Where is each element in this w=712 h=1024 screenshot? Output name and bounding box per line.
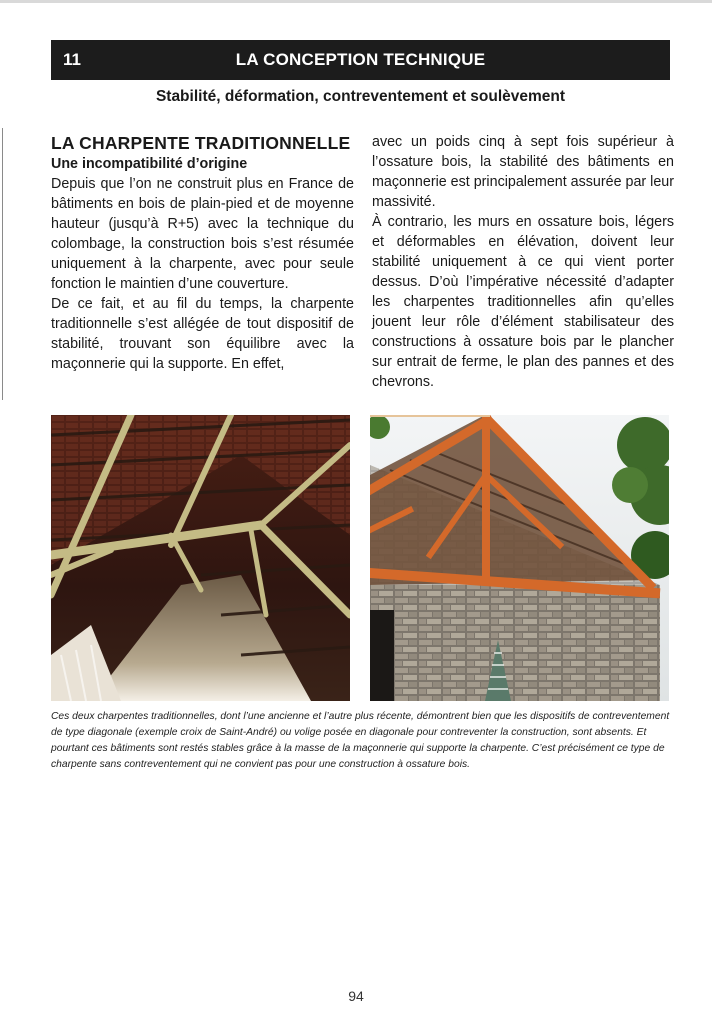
- photo-caption: Ces deux charpentes traditionnelles, dont l’une ancienne et l’autre plus récente, démontrent bien que les dispositifs de contreventement de type diagonale (exemple croix de Saint-André) ou volige posée en diagonale pour contreventer la construction, sont absents. Et pourtant ces bâtiments sont restés stables grâce à la masse de la maçonnerie qui supporte la charpente. C’est précisément ce type de charpente sans contreventement qui ne convient pas pour une construction à ossature bois.: [51, 711, 670, 770]
- chapter-header-bar: [51, 40, 670, 80]
- chapter-title: LA CONCEPTION TECHNIQUE: [235, 50, 486, 69]
- paragraph: À contrario, les murs en ossature bois, légers et déformables en élévation, doivent leur stabilité uniquement à ce qui vient porter dessus. D’où l’impérative nécessité d’adapter les charpentes traditionnelles afin qu’elles jouent leur rôle d’élément stabilisateur des constructions à ossature bois par le plancher sur entrait de ferme, le plan des pannes et des chevrons.: [372, 214, 674, 390]
- paragraph: avec un poids cinq à sept fois supérieur à l’ossature bois, la stabilité des bâtiments en maçonnerie est principalement assurée par leur massivité.: [372, 134, 674, 210]
- section-title: LA CHARPENTE TRADITIONNELLE: [51, 133, 351, 153]
- binding-margin-line: [2, 128, 3, 400]
- paragraph: De ce fait, et au fil du temps, la charpente traditionnelle s’est allégée de tout dispositif de stabilité, trouvant son équilibre avec la maçonnerie qui la supporte. En effet,: [51, 296, 354, 372]
- page-number: 94: [348, 988, 364, 1004]
- chapter-number: 11: [63, 50, 81, 69]
- photo-old-roof-frame: [51, 415, 350, 701]
- section-subtitle: Une incompatibilité d’origine: [51, 156, 248, 172]
- photo-new-roof-frame: [370, 415, 669, 701]
- paragraph: Depuis que l’on ne construit plus en France de bâtiments en bois de plain-pied et de moyenne hauteur (jusqu’à R+5) avec la technique du colombage, la construction bois s’est résumée uniquement à la charpente, avec pour seule fonction le maintien d’une couverture.: [51, 176, 354, 292]
- top-edge-rule: [0, 0, 712, 3]
- old-roof-frame-illustration: [51, 415, 350, 701]
- page-subtitle: Stabilité, déformation, contreventement et soulèvement: [155, 88, 566, 105]
- text-column-right: [372, 132, 674, 392]
- new-roof-frame-illustration: [370, 415, 669, 701]
- text-column-left: [51, 132, 354, 374]
